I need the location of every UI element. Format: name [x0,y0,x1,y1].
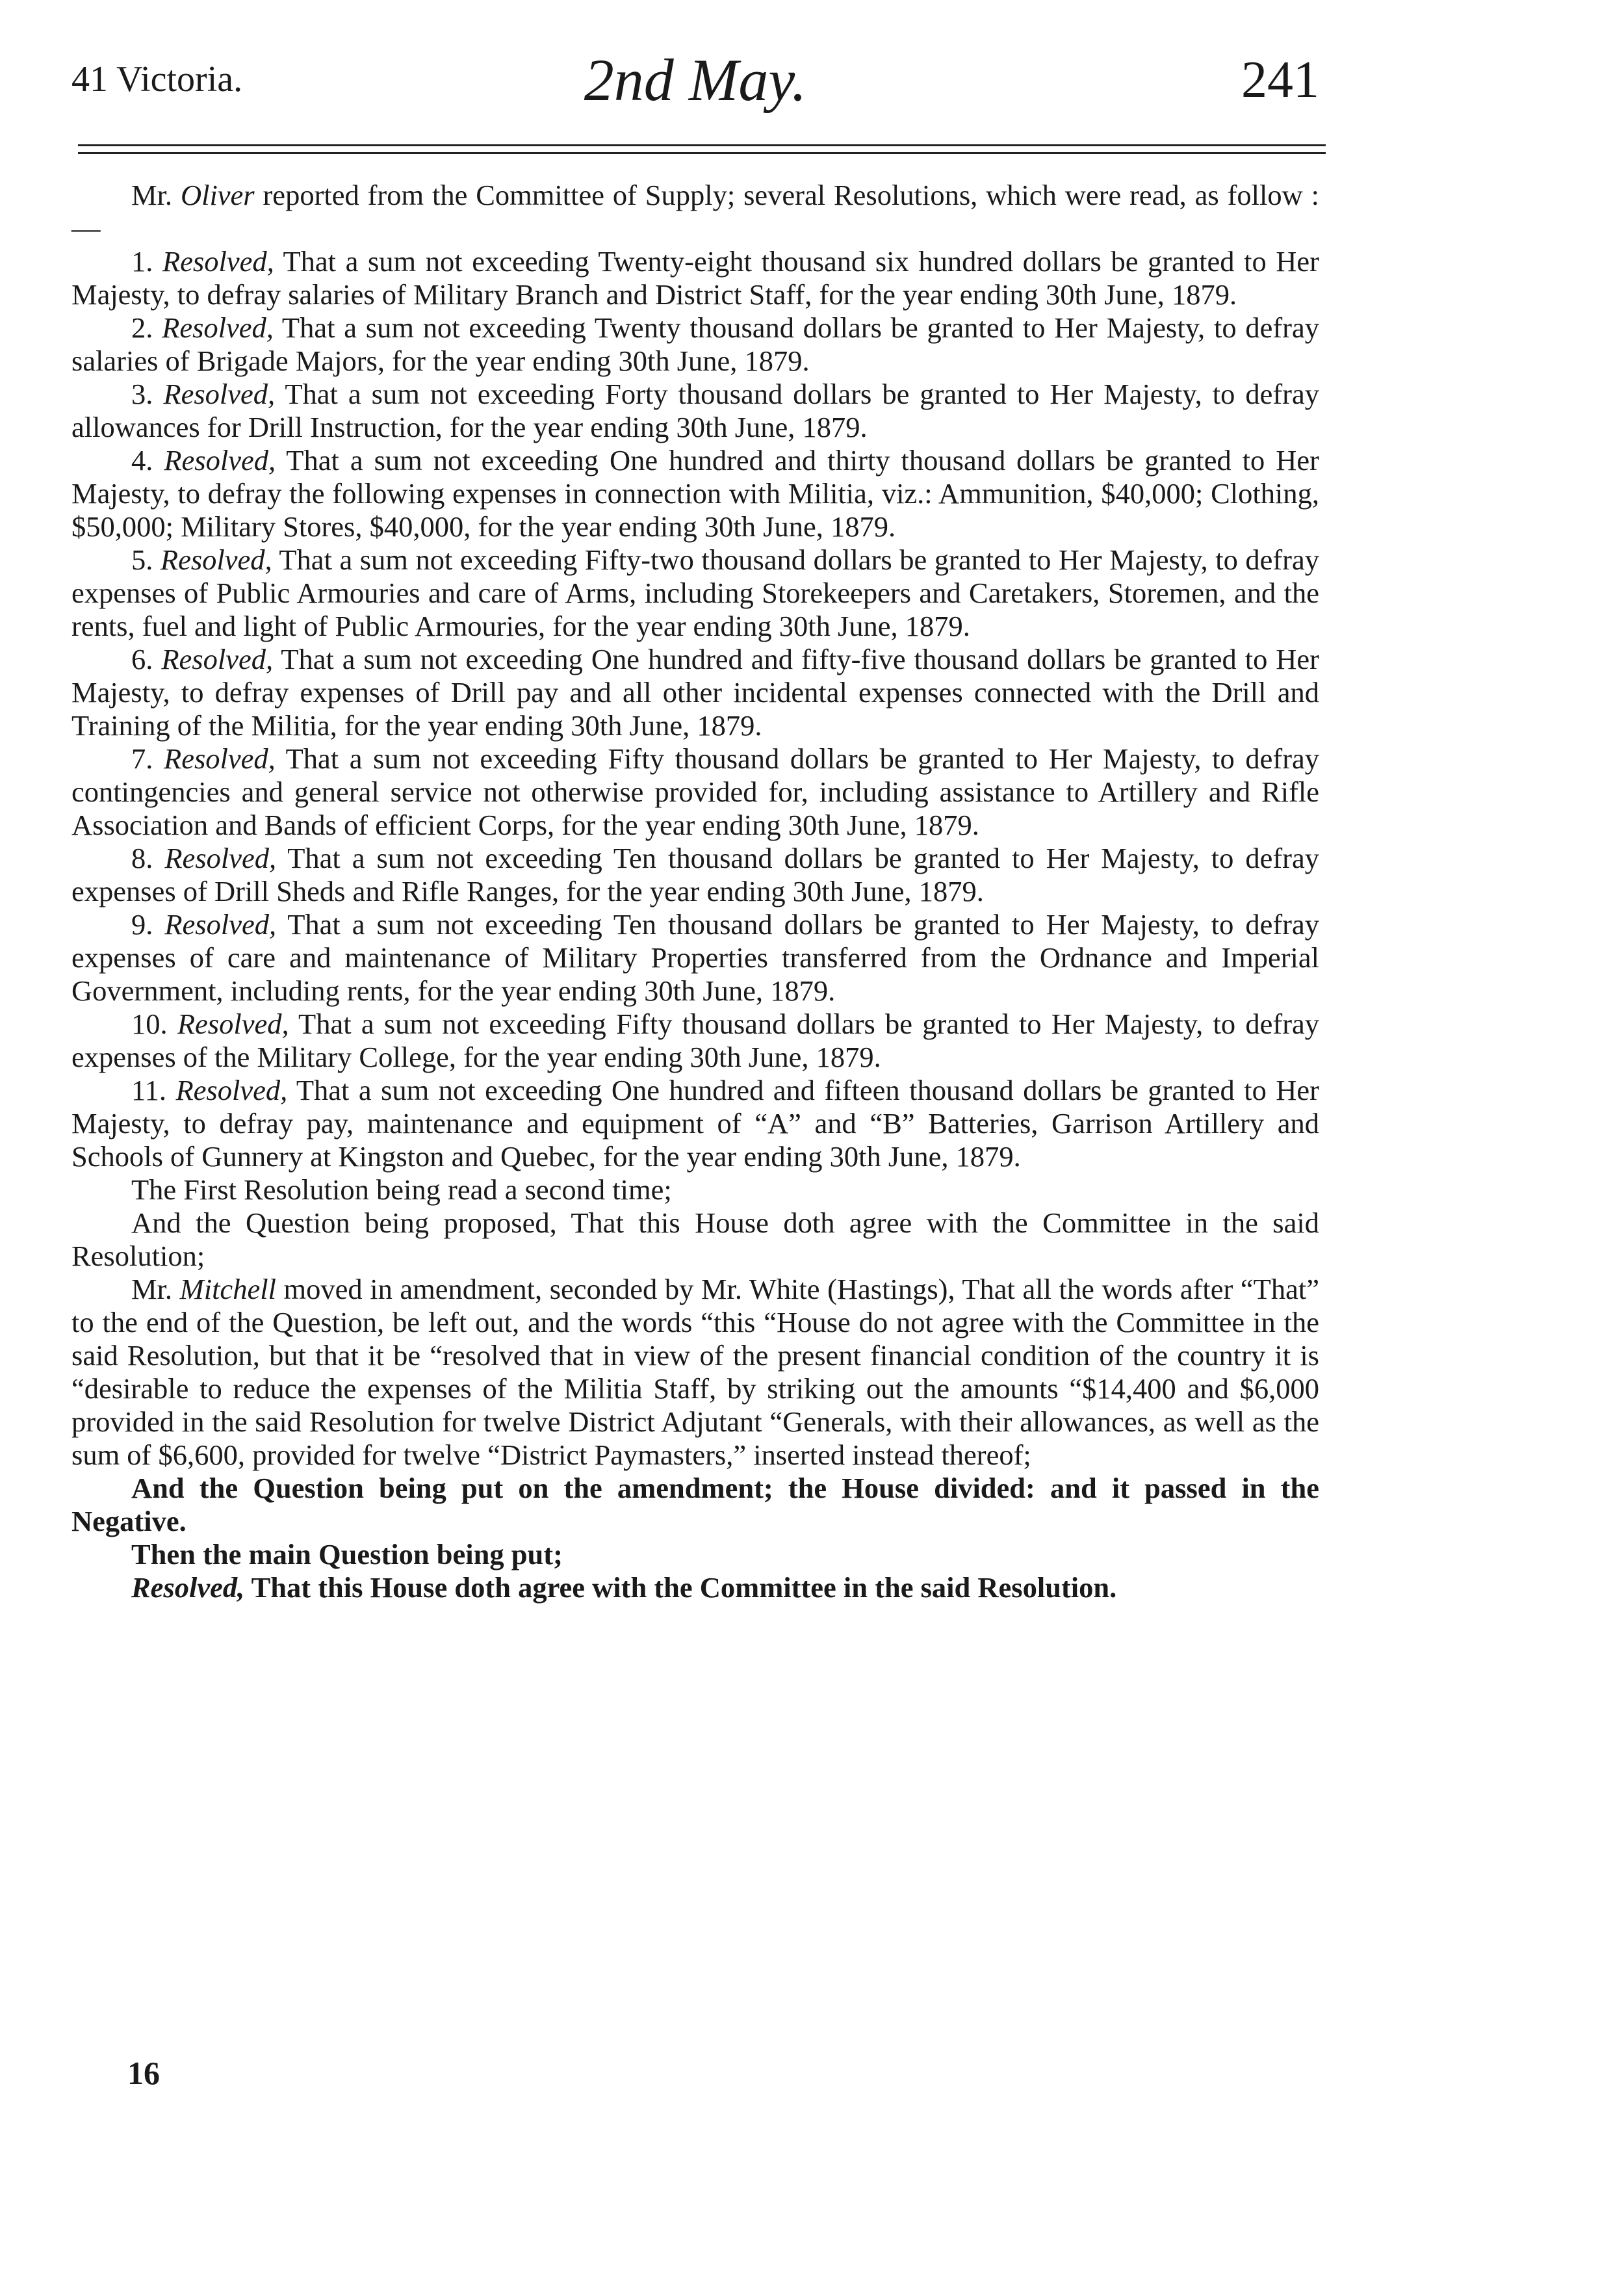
signature-mark: 16 [127,2055,160,2091]
resolution-3: 3. Resolved, That a sum not exceeding Forty thousand dollars be granted to Her Majesty, to defray allowances for Drill Instruction, for the year ending 30th June, 1879. [71,378,1320,443]
resolution-9: 9. Resolved, That a sum not exceeding Ten thousand dollars be granted to Her Majesty, to defray expenses of care and maintenance of Military Properties transferred from the Ordnance and Imperial Government, including rents, for the year ending 30th June, 1879. [71,908,1320,1007]
header-rule-bottom [78,152,1326,154]
paragraph-final-resolution: Resolved, That this House doth agree with the Committee in the said Resolution. [131,1571,1117,1604]
resolution-1: 1. Resolved, That a sum not exceeding Twenty-eight thousand six hundred dollars be granted to Her Majesty, to defray salaries of Military Branch and District Staff, for the year ending 30th June, 1879. [71,245,1319,311]
page-header [71,46,1319,117]
paragraph-report: Mr. Oliver reported from the Committee of Supply; several Resolutions, which were read, as follow :— [71,179,1319,244]
resolution-5: 5. Resolved, That a sum not exceeding Fifty-two thousand dollars be granted to Her Majesty, to defray expenses of Public Armouries and care of Arms, including Storekeepers and Caretakers, Storemen, and the rents, fuel and light of Public Armouries, for the year ending 30th June, 1879. [71,543,1319,642]
paragraph-second-reading: The First Resolution being read a second time; [131,1173,672,1206]
resolution-4: 4. Resolved, That a sum not exceeding One hundred and thirty thousand dollars be granted to Her Majesty, to defray the following expenses in connection with Militia, viz.: Ammunition, $40,000; Clothing, $50,000; Military Stores, $40,000, for the year ending 30th June, 1879. [71,444,1319,543]
paragraph-question-proposed: And the Question being proposed, That this House doth agree with the Committee in the said Resolution; [71,1206,1319,1272]
paragraph-division: And the Question being put on the amendment; the House divided: and it passed in the Negative. [71,1472,1319,1537]
journal-body [71,179,1319,1604]
resolution-6: 6. Resolved, That a sum not exceeding One hundred and fifty-five thousand dollars be granted to Her Majesty, to defray expenses of Drill pay and all other incidental expenses connected with the Drill and Training of the Militia, for the year ending 30th June, 1879. [71,643,1320,742]
session-label: 41 Victoria. [71,59,243,99]
page-number: 241 [1241,51,1319,109]
paragraph-main-question: Then the main Question being put; [131,1538,563,1571]
resolution-11: 11. Resolved, That a sum not exceeding One hundred and fifteen thousand dollars be granted to Her Majesty, to defray pay, maintenance and equipment of “A” and “B” Batteries, Garrison Artillery and Schools of Gunnery at Kingston and Quebec, for the year ending 30th June, 1879. [71,1074,1319,1173]
resolution-7: 7. Resolved, That a sum not exceeding Fifty thousand dollars be granted to Her Majesty, to defray contingencies and general service not otherwise provided for, including assistance to Artillery and Rifle Association and Bands of efficient Corps, for the year ending 30th June, 1879. [71,742,1320,841]
paragraph-amendment: Mr. Mitchell moved in amendment, seconded by Mr. White (Hastings), That all the words after “That” to the end of the Question, be left out, and the words “this “House do not agree with the Committee in the said Resolution, but that it be “resolved that in view of the present financial condition of the country it is “desirable to reduce the expenses of the Militia Staff, by striking out the amounts “$14,400 and $6,000 provided in the said Resolution for twelve District Adjutant “Generals, with their allowances, as well as the sum of $6,600, provided for twelve “District Paymasters,” inserted instead thereof; [71,1273,1319,1471]
resolution-10: 10. Resolved, That a sum not exceeding Fifty thousand dollars be granted to Her Majesty, to defray expenses of the Military College, for the year ending 30th June, 1879. [71,1008,1320,1073]
page-date: 2nd May. [584,47,807,113]
resolution-2: 2. Resolved, That a sum not exceeding Twenty thousand dollars be granted to Her Majesty, to defray salaries of Brigade Majors, for the year ending 30th June, 1879. [71,311,1320,377]
header-rule-top [78,144,1326,146]
resolution-8: 8. Resolved, That a sum not exceeding Ten thousand dollars be granted to Her Majesty, to defray expenses of Drill Sheds and Rifle Ranges, for the year ending 30th June, 1879. [71,842,1320,907]
